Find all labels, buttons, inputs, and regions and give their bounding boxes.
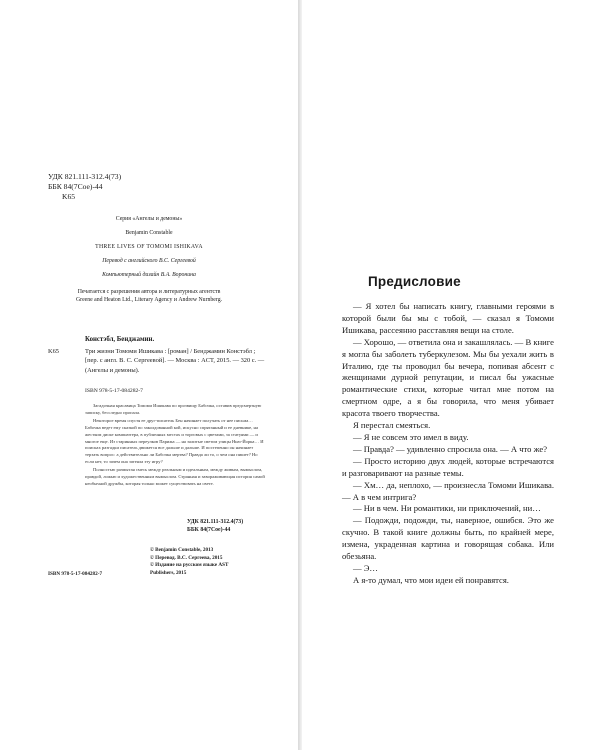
annotation	[85, 403, 265, 489]
udk-bottom	[187, 519, 243, 534]
annotation-paragraph: Некоторое время спустя ее друг-писатель Бен начинает получать от нее письма… Бабочка ведет ему сказкой по заколдованной кой, искусно спрятанный и ее дневнике, на жестком диске компьютера, в публичных местах и торговых с цветами, за статуями — и многое еще. Из старинных переулков Парижа — на залитые светом улицы Нью-Йорка… И поисках разгадки писатель движется все дальше и дальше. И постепенно он начинает терзать вопрос: а действительно ли Бабочка мертва? Правда ли то, о чем она пишет? Но если нет, то зачем она затеяла эту игру?	[85, 418, 264, 464]
paragraph: — Правда? — удивленно спросила она. — А что же?	[353, 443, 548, 454]
bibliographic-record: Три жизни Томоми Ишикава : [роман] / Бенджамин Констэбл ; [пер. с англ. В. С. Сергеевой]. — Москва : ACT, 2015. — 320 с. — (Ангелы и демоны).	[85, 348, 265, 374]
annotation-paragraph: Полностью размытая смесь между реальным и идеальным, между живым, вымыслом, правдой, ложью и художественным вымыслом. Странная и завораживающая история самой необычной дружбы, которая только может существовать на свете.	[85, 467, 265, 486]
bbk-line: ББК 84(7Сое)-44	[48, 182, 103, 191]
paragraph: — Ни в чем. Ни романтики, ни приключений, ни…	[353, 503, 541, 514]
paragraph: — Просто историю двух людей, которые встречаются и разговаривают на разные темы.	[342, 455, 554, 478]
copyright-block	[150, 547, 228, 577]
udk-bottom-line: УДК 821.111-312.4(73)	[187, 519, 244, 525]
paragraph: — Я не совсем это имел в виду.	[353, 431, 469, 442]
series-line: Серия «Ангелы и демоны»	[115, 216, 183, 222]
paragraph: Я перестал смеяться.	[353, 420, 431, 431]
isbn-bottom: ISBN 978-5-17-084282-7	[48, 571, 103, 577]
paragraph: — Подожди, подожди, ты, наверное, ошибся. Это же скучно. В такой книге должны быть, по крайней мере, измена, украденная картина и говорящая собака. Или обезьяна.	[342, 515, 554, 562]
k65-mark: K65	[48, 348, 60, 355]
bbk-bottom-line: ББК 84(7Сое)-44	[187, 526, 231, 533]
author-ru: Констэбл, Бенджамин.	[85, 336, 155, 343]
paragraph: А я-то думал, что мои идеи ей понравятся.	[353, 574, 509, 585]
paragraph: — Э…	[353, 562, 379, 573]
title-latin: THREE LIVES OF TOMOMI ISHIKAVA	[95, 244, 203, 250]
paragraph: — Хм… да, неплохо, — произнесла Томоми Ишикава. — А в чем интрига?	[342, 479, 554, 502]
designer-line: Компьютерный дизайн В.А. Воронина	[102, 272, 196, 278]
isbn-record: ISBN 978-5-17-084282-7	[85, 388, 143, 394]
chapter-heading: Предисловие	[368, 274, 461, 289]
paragraph: — Я хотел бы написать книгу, главными героями в которой были бы мы с тобой, — сказал я Томоми Ишикава, рассеянно расставляя вещи на столе.	[342, 301, 554, 335]
copyright-line: © Издание на русском языке AST	[150, 562, 229, 568]
udk-line: УДК 821.111-312.4(73)	[48, 172, 122, 181]
udk-block	[48, 172, 121, 202]
copyright-line: © Benjamin Constable, 2013	[150, 547, 214, 553]
translator-line: Перевод с английского В.С. Сергеевой	[102, 258, 196, 264]
author-latin: Benjamin Constable	[125, 230, 173, 236]
chapter-body	[342, 301, 554, 587]
copyright-line: © Перевод. В.С. Сергеева, 2015	[150, 554, 223, 561]
annotation-paragraph: Загадочная красавица Томоми Ишикава по прозвищу Бабочка, оставив предсмертную записку, бесследно пропала.	[85, 403, 262, 415]
author-mark: K65	[62, 192, 76, 201]
paragraph: — Хорошо, — ответила она и закашлялась. — В книге я могла бы заболеть туберкулезом. Мы бы уехали жить в Италию, где ты проводил бы вечера, попивая абсент с женщинами дурной репутации, и писал бы ужасные романтические стихи, которые читал мне потом на смертном одре, а я бы говорила, что меня убивает красота твоего творчества.	[342, 336, 554, 419]
permission-line: Печатается с разрешения автора и литературных агентств	[77, 289, 221, 295]
copyright-line: Publishers, 2015	[150, 569, 187, 576]
agencies-line: Greene and Heaton Ltd., Literary Agency и Andrew Nurnberg.	[75, 297, 223, 303]
left-page	[0, 0, 298, 750]
